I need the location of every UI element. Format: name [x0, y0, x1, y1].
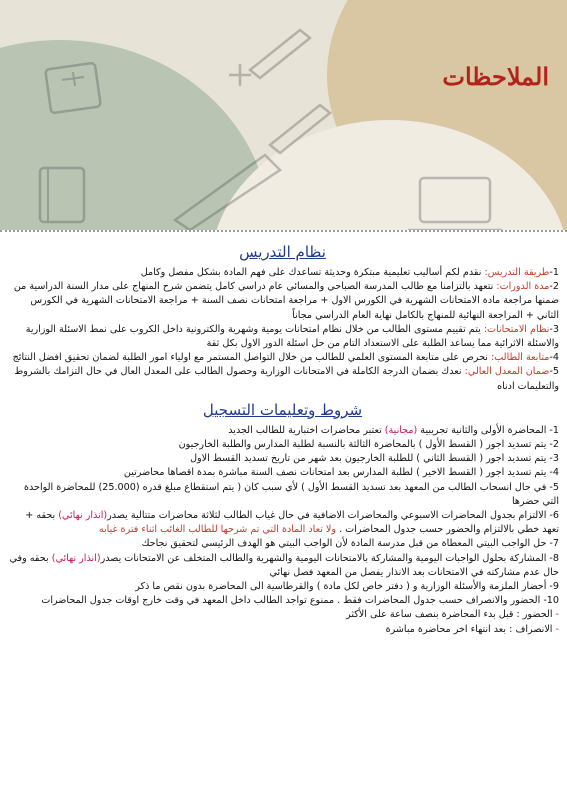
item-text: الالتزام بجدول المحاضرات الاسبوعي والمحاضرات الاضافية في حال غياب الطالب لثلاثة محاضرات متتالية يصدر — [107, 510, 550, 522]
registration-item — [6, 438, 559, 452]
item-text: أحضار الملزمة والأسئلة الوزارية و ( دفتر خاص لكل مادة ) والقرطاسية الى المحاضرة بدون نقص ما ذكر — [135, 581, 550, 593]
teaching-item — [6, 365, 559, 393]
teaching-item — [6, 280, 559, 323]
page-title: الملاحظات — [442, 62, 549, 91]
registration-item — [6, 466, 559, 480]
leaving-text: الانصراف : بعد انتهاء اخر محاضرة مباشرة — [385, 623, 553, 635]
item-number: 1- — [549, 424, 559, 436]
bullet: - — [552, 623, 559, 635]
item-text: المشاركة بحلول الواجبات اليومية والمشاركة بالامتحانات اليومية والشهرية والطالب المتخلف عن الامتحانات يصدر — [100, 552, 550, 564]
item-number: 5- — [549, 366, 559, 378]
item-label: طريقة التدريس: — [484, 267, 550, 278]
item-number: 7- — [549, 538, 559, 550]
registration-heading: شروط وتعليمات التسجيل — [202, 400, 363, 419]
registration-item — [6, 452, 559, 466]
plus-doodle-icon — [225, 60, 255, 90]
item-label: متابعة الطالب: — [491, 352, 550, 364]
item-label: ضمان المعدل العالي: — [464, 366, 550, 378]
item-label: نظام الامتحانات: — [483, 323, 550, 335]
item-text: يتم تسديد اجور ( القسط الاخير ) لطلبة المدارس بعد امتحانات نصف السنة مباشرة بمدة اقصاها محاضرتين — [123, 467, 550, 479]
item-text: نعدك بضمان الدرجة الكاملة في الامتحانات الوزارية وحصول الطالب على المعدل العال في حال التزامك بالشروط والتعليمات ادناه — [14, 366, 559, 392]
free-highlight: (مجانية) — [384, 424, 418, 436]
item-number: 3- — [549, 323, 559, 335]
warning-highlight: (انذار نهائي) — [51, 552, 101, 564]
teaching-heading: نظام التدريس — [239, 243, 326, 261]
teaching-item — [6, 266, 559, 280]
item-number: 4- — [549, 352, 559, 364]
item-number: 2- — [549, 439, 559, 451]
item-number: 10- — [543, 595, 559, 607]
registration-item — [6, 552, 559, 580]
registration-item — [6, 580, 559, 594]
item-number: 1- — [549, 267, 559, 278]
registration-item — [6, 509, 559, 537]
pencil-doodle-icon — [260, 95, 340, 155]
item-text: يتم تقييم مستوى الطالب من خلال نظام امتحانات يومية وشهرية والكترونية داخل الكروب على نمط الاسئلة الوزارية والاسئلة الاثرائية مما يساعد الطلبة على الاستعداد التام من حل اسئلة الدور الاول بكل ثقة — [25, 323, 559, 350]
book-doodle-icon — [40, 60, 110, 120]
item-text: نقدم لكم أساليب تعليمية مبتكرة وحديثة تساعدك على فهم المادة بشكل مفصل وكامل — [140, 267, 485, 278]
registration-item — [6, 424, 559, 438]
item-number: 8- — [549, 552, 559, 564]
item-text: حل الواجب البيتي المعطاة من قبل مدرسة المادة لأن الواجب البيتي هو الهدف الرئيسي لتحقيق نجاحك — [141, 538, 550, 550]
notes-panel — [0, 230, 567, 800]
bullet: - — [552, 609, 559, 621]
ruler-doodle-icon — [170, 150, 290, 230]
item-number: 5- — [549, 481, 559, 493]
item-text: المحاضرة الأولى والثانية تجريبية — [417, 424, 550, 436]
attendance-text: الحضور : قبل بدء المحاضرة بنصف ساعة على الأكثر — [346, 609, 553, 621]
book-doodle-icon — [30, 160, 100, 230]
item-text: يتم تسديد اجور ( القسط الثاني ) للطلبة الخارجيون بعد شهر من تاريخ تسديد القسط الاول — [190, 453, 550, 465]
attendance-line — [6, 608, 559, 622]
item-number: 9- — [549, 581, 559, 593]
registration-item — [6, 481, 559, 509]
item-text: نحرص على متابعة المستوى العلمي للطالب من خلال التواصل المستمر مع اولياء امور الطلبة لضمان تحقيق افضل النتائج — [12, 352, 492, 364]
registration-item — [6, 594, 559, 608]
item-text: نتعهد بالتزامنا مع طالب المدرسة الصباحي والمسائي عام دراسي كامل يتضمن شرح المنهاج على مدار السنة الدراسية من ضمنها مراجعة مادة الامتحانات الشهرية في الكورس الاول + مراجعة امتحانات نصف السنة + مراجعة الامتحانات الشهرية في الكورس الثاني + المراجعة النهائية للمنهاج بالكامل نهاية العام الدراسي مجاناً — [13, 281, 559, 321]
item-label: مدة الدورات: — [496, 281, 550, 293]
item-text: بحقه + تعهد خطي بالالتزام والحضور حسب جدول المحاضرات . — [25, 510, 559, 536]
notes-content — [6, 240, 559, 637]
item-number: 4- — [549, 467, 559, 479]
red-note: ولا تعاد المادة التي تم شرحها للطالب الغائب اثناء فترة غيابه — [98, 524, 340, 536]
registration-item — [6, 537, 559, 551]
warning-highlight: (انذار نهائي) — [58, 510, 108, 522]
item-number: 6- — [549, 510, 559, 522]
item-text: الحضور والانصراف حسب جدول المحاضرات فقط . ممنوع تواجد الطالب داخل المعهد في وقت خارج اوقات جدول المحاضرات — [41, 595, 544, 607]
item-text: بحقه وفي حال عدم مشاركته في الامتحانات بعد الانذار يفصل من المعهد فصل نهائي — [9, 552, 559, 578]
teaching-item — [6, 323, 559, 351]
item-text: يتم تسديد اجور ( القسط الأول ) بالمحاضرة الثالثة بالنسبة لطلبة المدارس والطلبة الخارجيون — [178, 439, 550, 451]
item-number: 2- — [549, 281, 559, 293]
leaving-line — [6, 623, 559, 637]
item-text: في حال انسحاب الطالب من المعهد بعد تسديد القسط الأول ) لأي سبب كان ( يتم استقطاع مبلغ قدره (25.000) للمحاضرة الواحدة التي حضرها — [23, 481, 559, 507]
teaching-item — [6, 351, 559, 365]
item-text: تعتبر محاضرات اختبارية للطالب الجديد — [228, 424, 385, 436]
item-number: 3- — [549, 453, 559, 465]
